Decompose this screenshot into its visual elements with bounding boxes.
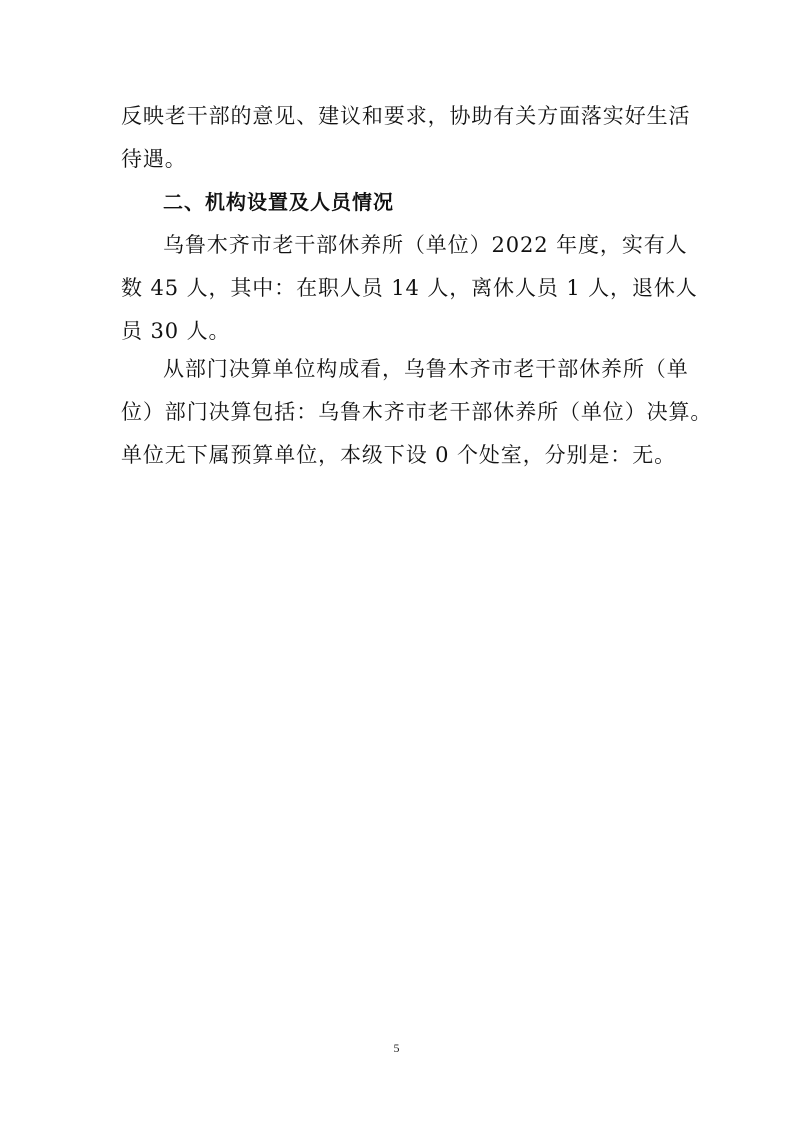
paragraph-2-line-1: 乌鲁木齐市老干部休养所（单位）2022 年度，实有人 [163, 233, 688, 257]
paragraph-1-line-2: 待遇。 [121, 147, 187, 171]
paragraph-3-line-2: 位）部门决算包括：乌鲁木齐市老干部休养所（单位）决算。 [121, 400, 713, 424]
paragraph-3-line-3: 单位无下属预算单位，本级下设 0 个处室，分别是：无。 [121, 443, 677, 467]
paragraph-2-line-3: 员 30 人。 [121, 319, 231, 343]
paragraph-1-line-1: 反映老干部的意见、建议和要求，协助有关方面落实好生活 [121, 104, 691, 128]
paragraph-2-line-2: 数 45 人，其中：在职人员 14 人，离休人员 1 人，退休人 [121, 276, 698, 300]
paragraph-3-line-1: 从部门决算单位构成看，乌鲁木齐市老干部休养所（单 [163, 357, 689, 381]
page-number: 5 [393, 1041, 400, 1055]
section-heading: 二、机构设置及人员情况 [163, 190, 394, 214]
